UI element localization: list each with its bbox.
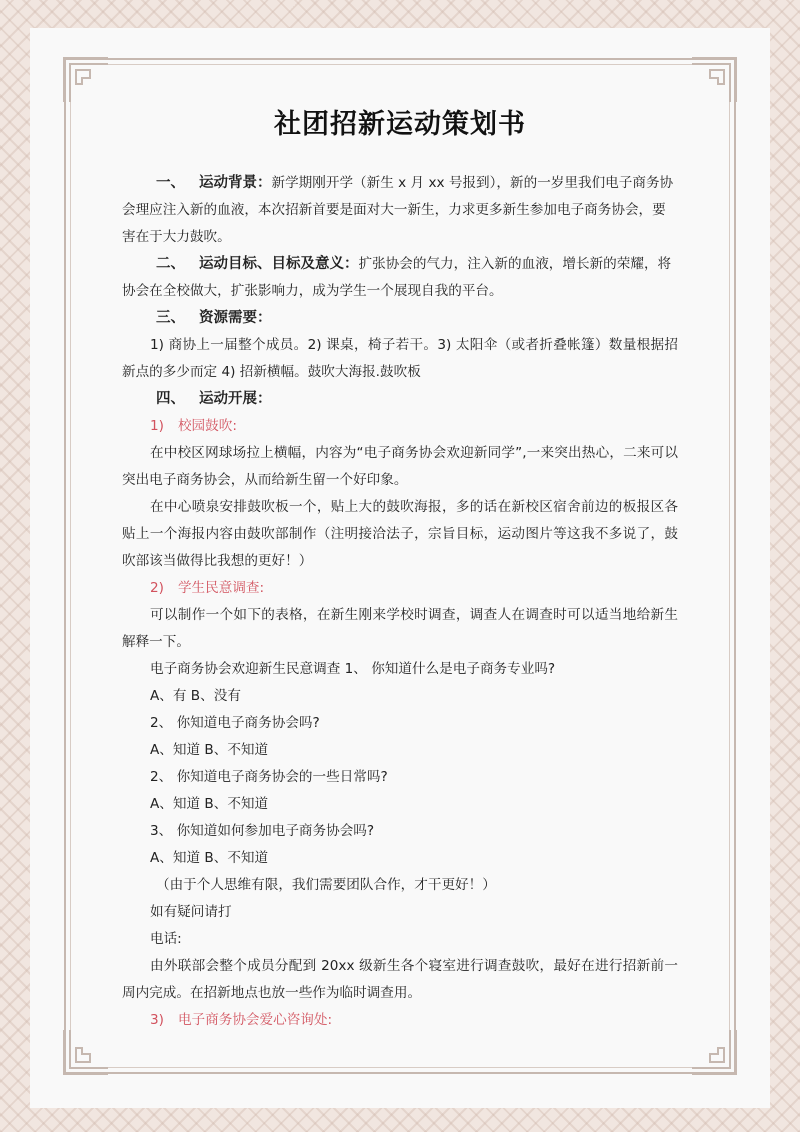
contact-line: 如有疑问请打: [150, 904, 232, 920]
survey-line: 电子商务协会欢迎新生民意调查 1、 你知道什么是电子商务专业吗?: [150, 661, 556, 677]
subheading-number: 1): [150, 418, 164, 434]
section-label: 资源需要：: [199, 310, 272, 326]
survey-line: 3、 你知道如何参加电子商务协会吗?: [150, 823, 375, 839]
survey-intro: 可以制作一个如下的表格，在新生刚来学校时调查，调查人在调查时可以适当地给新生解释一下。: [122, 607, 678, 650]
section-label: 运动背景：: [199, 175, 272, 191]
phone-line: 电话:: [150, 931, 182, 947]
section-goals: [122, 251, 678, 305]
resources-paragraph: 1) 商协上一届整个成员。2) 课桌，椅子若干。3) 太阳伞（或者折叠帐篷）数量根据招新点的多少而定 4) 招新横幅。鼓吹大海报.鼓吹板: [122, 337, 678, 380]
subheading-label: 电子商务协会爱心咨询处:: [177, 1012, 333, 1028]
subheading-consultation: [122, 1007, 678, 1034]
corner-ornament-icon: [688, 54, 740, 106]
section-background: [122, 170, 678, 251]
section-label: 运动开展：: [199, 391, 272, 407]
subheading-label: 学生民意调查:: [177, 580, 265, 596]
subheading-survey: [122, 575, 678, 602]
subheading-number: 3): [150, 1012, 164, 1028]
teamwork-note: （由于个人思维有限，我们需要团队合作，才干更好！）: [156, 877, 496, 893]
promotion-paragraph-1: 在中校区网球场拉上横幅，内容为“电子商务协会欢迎新同学”,一来突出热心，二来可以突出电子商务协会，从而给新生留一个好印象。: [122, 445, 678, 488]
section-label: 运动目标、目标及意义：: [199, 256, 359, 272]
section-resources: [122, 305, 678, 332]
section-text: 新学期刚开学（新生 x 月 xx 号报到），新的一岁里我们电子商务协会理应注入新的血液，本次招新首要是面对大一新生，力求更多新生参加电子商务协会，要害在于大力鼓吹。: [122, 175, 674, 245]
section-number: 一、: [156, 175, 185, 191]
section-activities: [122, 386, 678, 413]
section-text: 扩张协会的气力，注入新的血液，增长新的荣耀，将协会在全校做大，扩张影响力，成为学生一个展现自我的平台。: [122, 256, 672, 299]
document-body: [122, 170, 678, 1034]
survey-line: 2、 你知道电子商务协会吗?: [150, 715, 320, 731]
corner-ornament-icon: [688, 1026, 740, 1078]
survey-line: A、知道 B、不知道: [150, 796, 269, 812]
section-number: 二、: [156, 256, 185, 272]
section-number: 三、: [156, 310, 185, 326]
subheading-number: 2): [150, 580, 164, 596]
corner-ornament-icon: [60, 1026, 112, 1078]
closing-paragraph: 由外联部会整个成员分配到 20xx 级新生各个寝室进行调查鼓吹，最好在进行招新前一周内完成。在招新地点也放一些作为临时调查用。: [122, 958, 678, 1001]
survey-line: A、知道 B、不知道: [150, 850, 269, 866]
section-number: 四、: [156, 391, 185, 407]
subheading-label: 校园鼓吹:: [177, 418, 237, 434]
document-title: 社团招新运动策划书: [274, 109, 526, 140]
survey-line: 2、 你知道电子商务协会的一些日常吗?: [150, 769, 388, 785]
promotion-paragraph-2: 在中心喷泉安排鼓吹板一个，贴上大的鼓吹海报，多的话在新校区宿舍前边的板报区各贴上一个海报内容由鼓吹部制作（注明接洽法子，宗旨目标，运动图片等这我不多说了，鼓吹部该当做得比我想的更好！）: [122, 499, 678, 569]
subheading-campus-promotion: [122, 413, 678, 440]
survey-line: A、知道 B、不知道: [150, 742, 269, 758]
survey-line: A、有 B、没有: [150, 688, 241, 704]
corner-ornament-icon: [60, 54, 112, 106]
